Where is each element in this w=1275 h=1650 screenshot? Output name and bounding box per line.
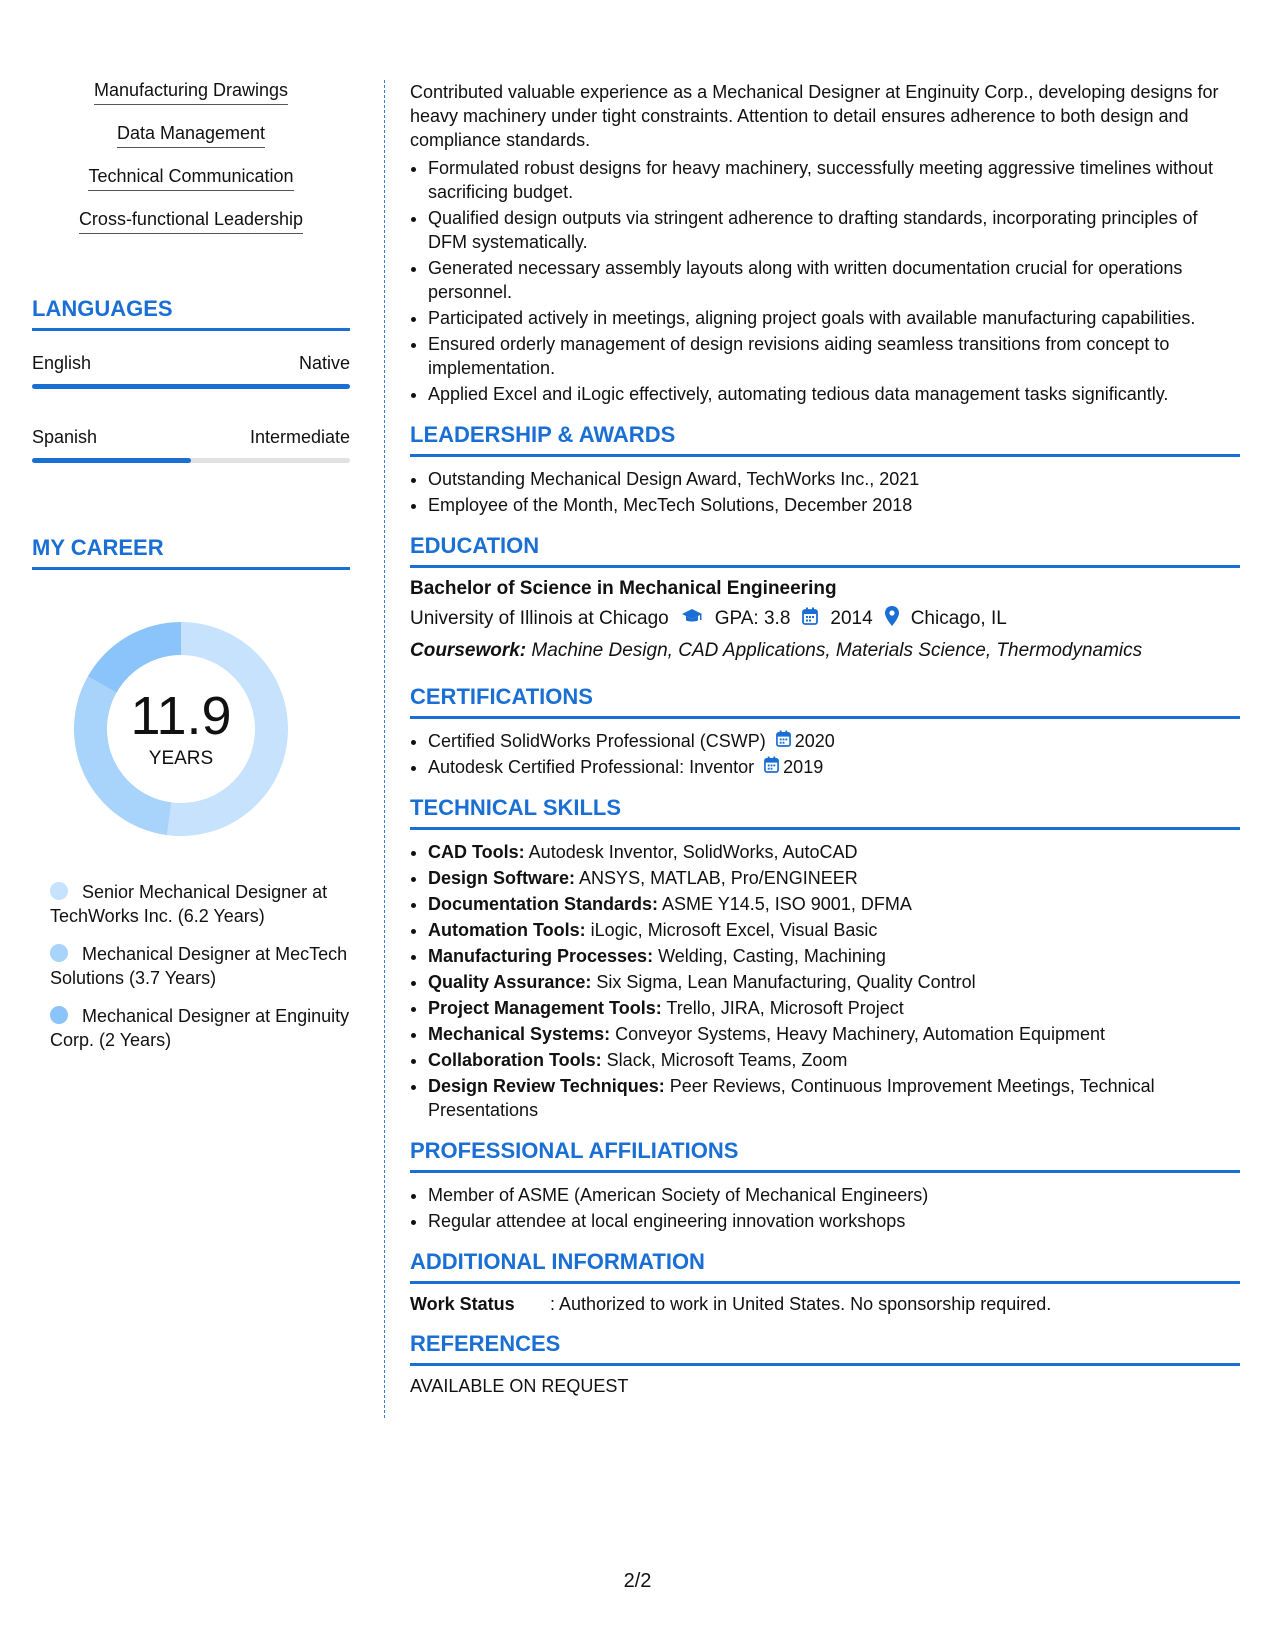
language-bar-fill bbox=[32, 458, 191, 463]
language-bar-fill bbox=[32, 384, 350, 389]
career-legend bbox=[32, 880, 350, 1052]
experience-intro: Contributed valuable experience as a Mechanical Designer at Enginuity Corp., developing designs for heavy machinery under tight constraints. Attention to detail ensures adherence to both design and compliance standards. bbox=[410, 82, 1219, 150]
career-legend-item bbox=[50, 880, 350, 928]
school: University of Illinois at Chicago bbox=[410, 608, 669, 629]
tech-skills-title: TECHNICAL SKILLS bbox=[410, 795, 1240, 830]
language-name: English bbox=[32, 353, 92, 373]
list-item bbox=[428, 1074, 1240, 1122]
certifications-section bbox=[410, 684, 1240, 779]
list-item: • Formulated robust designs for heavy machinery, successfully meeting aggressive timelines without sacrificing budget. bbox=[428, 156, 1240, 204]
tech-skills-list bbox=[410, 840, 1240, 1122]
list-item: • Applied Excel and iLogic effectively, automating tedious data management tasks significantly. bbox=[428, 382, 1240, 406]
list-item: • Ensured orderly management of design revisions aiding seamless transitions from concept to implementation. bbox=[428, 332, 1240, 380]
list-item bbox=[428, 996, 1240, 1020]
list-item bbox=[428, 970, 1240, 994]
left-column bbox=[32, 80, 350, 1066]
skill-value: ASME Y14.5, ISO 9001, DFMA bbox=[662, 894, 912, 914]
calendar-icon bbox=[764, 755, 779, 779]
list-item: • Regular attendee at local engineering innovation workshops bbox=[428, 1209, 1240, 1233]
career-title: MY CAREER bbox=[32, 535, 350, 570]
skill-value: Welding, Casting, Machining bbox=[658, 946, 886, 966]
cert-year: 2019 bbox=[783, 757, 824, 777]
language-item bbox=[32, 427, 350, 448]
work-status-row bbox=[410, 1294, 1240, 1315]
skill-tag: Cross-functional Leadership bbox=[79, 209, 303, 234]
location: Chicago, IL bbox=[910, 608, 1007, 629]
skill-label: Manufacturing Processes: bbox=[428, 946, 654, 966]
graduation-cap-icon bbox=[681, 607, 703, 631]
education-section bbox=[410, 533, 1240, 662]
list-item bbox=[428, 892, 1240, 916]
skill-label: Collaboration Tools: bbox=[428, 1050, 602, 1070]
skill-value: Trello, JIRA, Microsoft Project bbox=[666, 998, 904, 1018]
language-item bbox=[32, 353, 350, 374]
list-item: • Member of ASME (American Society of Mechanical Engineers) bbox=[428, 1183, 1240, 1207]
cert-name: • Autodesk Certified Professional: Inventor bbox=[428, 757, 755, 777]
additional-section bbox=[410, 1249, 1240, 1315]
additional-title: ADDITIONAL INFORMATION bbox=[410, 1249, 1240, 1284]
career-section bbox=[32, 535, 350, 1052]
list-item bbox=[428, 866, 1240, 890]
career-legend-item bbox=[50, 1004, 350, 1052]
skill-value: Autodesk Inventor, SolidWorks, AutoCAD bbox=[528, 842, 858, 862]
awards-title: LEADERSHIP & AWARDS bbox=[410, 422, 1240, 457]
languages-section bbox=[32, 296, 350, 463]
work-status-value: : Authorized to work in United States. No sponsorship required. bbox=[550, 1294, 1052, 1314]
list-item bbox=[428, 918, 1240, 942]
references-title: REFERENCES bbox=[410, 1331, 1240, 1366]
career-legend-item bbox=[50, 942, 350, 990]
graduation-year: 2014 bbox=[830, 608, 873, 629]
coursework-value: Machine Design, CAD Applications, Materials Science, Thermodynamics bbox=[531, 640, 1143, 661]
affiliations-list bbox=[410, 1183, 1240, 1233]
skill-tag: Technical Communication bbox=[88, 166, 293, 191]
language-level: Intermediate bbox=[249, 427, 350, 447]
skills-list bbox=[32, 80, 350, 252]
skill-value: ANSYS, MATLAB, Pro/ENGINEER bbox=[579, 868, 858, 888]
language-name: Spanish bbox=[32, 427, 98, 447]
column-divider bbox=[384, 80, 385, 1418]
cert-year: 2020 bbox=[794, 731, 835, 751]
list-item bbox=[428, 944, 1240, 968]
gpa: GPA: 3.8 bbox=[714, 608, 791, 629]
list-item: • Qualified design outputs via stringent adherence to drafting standards, incorporating principles of DFM systematically. bbox=[428, 206, 1240, 254]
certifications-title: CERTIFICATIONS bbox=[410, 684, 1240, 719]
list-item: • Participated actively in meetings, aligning project goals with available manufacturing capabilities. bbox=[428, 306, 1240, 330]
skill-value: iLogic, Microsoft Excel, Visual Basic bbox=[590, 920, 878, 940]
skill-label: CAD Tools: bbox=[428, 842, 525, 862]
list-item bbox=[428, 755, 1240, 779]
skill-value: Six Sigma, Lean Manufacturing, Quality Control bbox=[596, 972, 976, 992]
skill-label: Design Software: bbox=[428, 868, 576, 888]
skill-label: Design Review Techniques: bbox=[428, 1076, 665, 1096]
location-pin-icon bbox=[885, 606, 899, 632]
page-number: 2/2 bbox=[623, 1570, 652, 1592]
legend-dot bbox=[50, 882, 68, 900]
skill-label: Documentation Standards: bbox=[428, 894, 659, 914]
awards-list bbox=[410, 467, 1240, 517]
skill-label: Mechanical Systems: bbox=[428, 1024, 611, 1044]
language-bar bbox=[32, 458, 350, 463]
legend-dot bbox=[50, 944, 68, 962]
career-donut-chart bbox=[66, 614, 296, 844]
calendar-icon bbox=[776, 729, 791, 753]
references-section bbox=[410, 1331, 1240, 1397]
language-level: Native bbox=[298, 353, 350, 373]
list-item: • Outstanding Mechanical Design Award, TechWorks Inc., 2021 bbox=[428, 467, 1240, 491]
skill-tag: Manufacturing Drawings bbox=[94, 80, 288, 105]
work-status-label: Work Status bbox=[410, 1294, 515, 1314]
degree: Bachelor of Science in Mechanical Engineering bbox=[410, 578, 837, 599]
career-legend-label: Mechanical Designer at Enginuity Corp. (2 Years) bbox=[50, 1006, 350, 1050]
skill-tag: Data Management bbox=[117, 123, 265, 148]
skill-label: Quality Assurance: bbox=[428, 972, 592, 992]
affiliations-title: PROFESSIONAL AFFILIATIONS bbox=[410, 1138, 1240, 1173]
skill-value: Peer Reviews, Continuous Improvement Meetings, Technical Presentations bbox=[428, 1076, 1155, 1120]
affiliations-section bbox=[410, 1138, 1240, 1233]
skill-label: Automation Tools: bbox=[428, 920, 586, 940]
experience-bullets bbox=[410, 156, 1240, 406]
list-item: • Employee of the Month, MecTech Solutions, December 2018 bbox=[428, 493, 1240, 517]
education-details bbox=[410, 606, 1240, 632]
career-unit: YEARS bbox=[148, 748, 214, 769]
right-column bbox=[410, 80, 1240, 1397]
awards-section bbox=[410, 422, 1240, 517]
legend-dot bbox=[50, 1006, 68, 1024]
calendar-icon bbox=[802, 607, 818, 631]
list-item bbox=[428, 840, 1240, 864]
experience-section bbox=[410, 80, 1240, 406]
references-text: AVAILABLE ON REQUEST bbox=[410, 1376, 629, 1396]
skill-label: Project Management Tools: bbox=[428, 998, 662, 1018]
tech-skills-section bbox=[410, 795, 1240, 1122]
cert-name: • Certified SolidWorks Professional (CSWP) bbox=[428, 731, 766, 751]
list-item: • Generated necessary assembly layouts along with written documentation crucial for operations personnel. bbox=[428, 256, 1240, 304]
education-title: EDUCATION bbox=[410, 533, 1240, 568]
skill-value: Conveyor Systems, Heavy Machinery, Automation Equipment bbox=[615, 1024, 1105, 1044]
coursework-label: Coursework: bbox=[410, 640, 527, 661]
list-item bbox=[428, 1048, 1240, 1072]
skill-value: Slack, Microsoft Teams, Zoom bbox=[606, 1050, 848, 1070]
language-bar bbox=[32, 384, 350, 389]
coursework bbox=[410, 640, 1240, 662]
list-item bbox=[428, 1022, 1240, 1046]
list-item bbox=[428, 729, 1240, 753]
career-legend-label: Senior Mechanical Designer at TechWorks Inc. (6.2 Years) bbox=[50, 882, 328, 926]
career-total: 11.9 bbox=[130, 686, 232, 746]
languages-title: LANGUAGES bbox=[32, 296, 350, 331]
certifications-list bbox=[410, 729, 1240, 779]
career-legend-label: Mechanical Designer at MecTech Solutions (3.7 Years) bbox=[50, 944, 348, 988]
